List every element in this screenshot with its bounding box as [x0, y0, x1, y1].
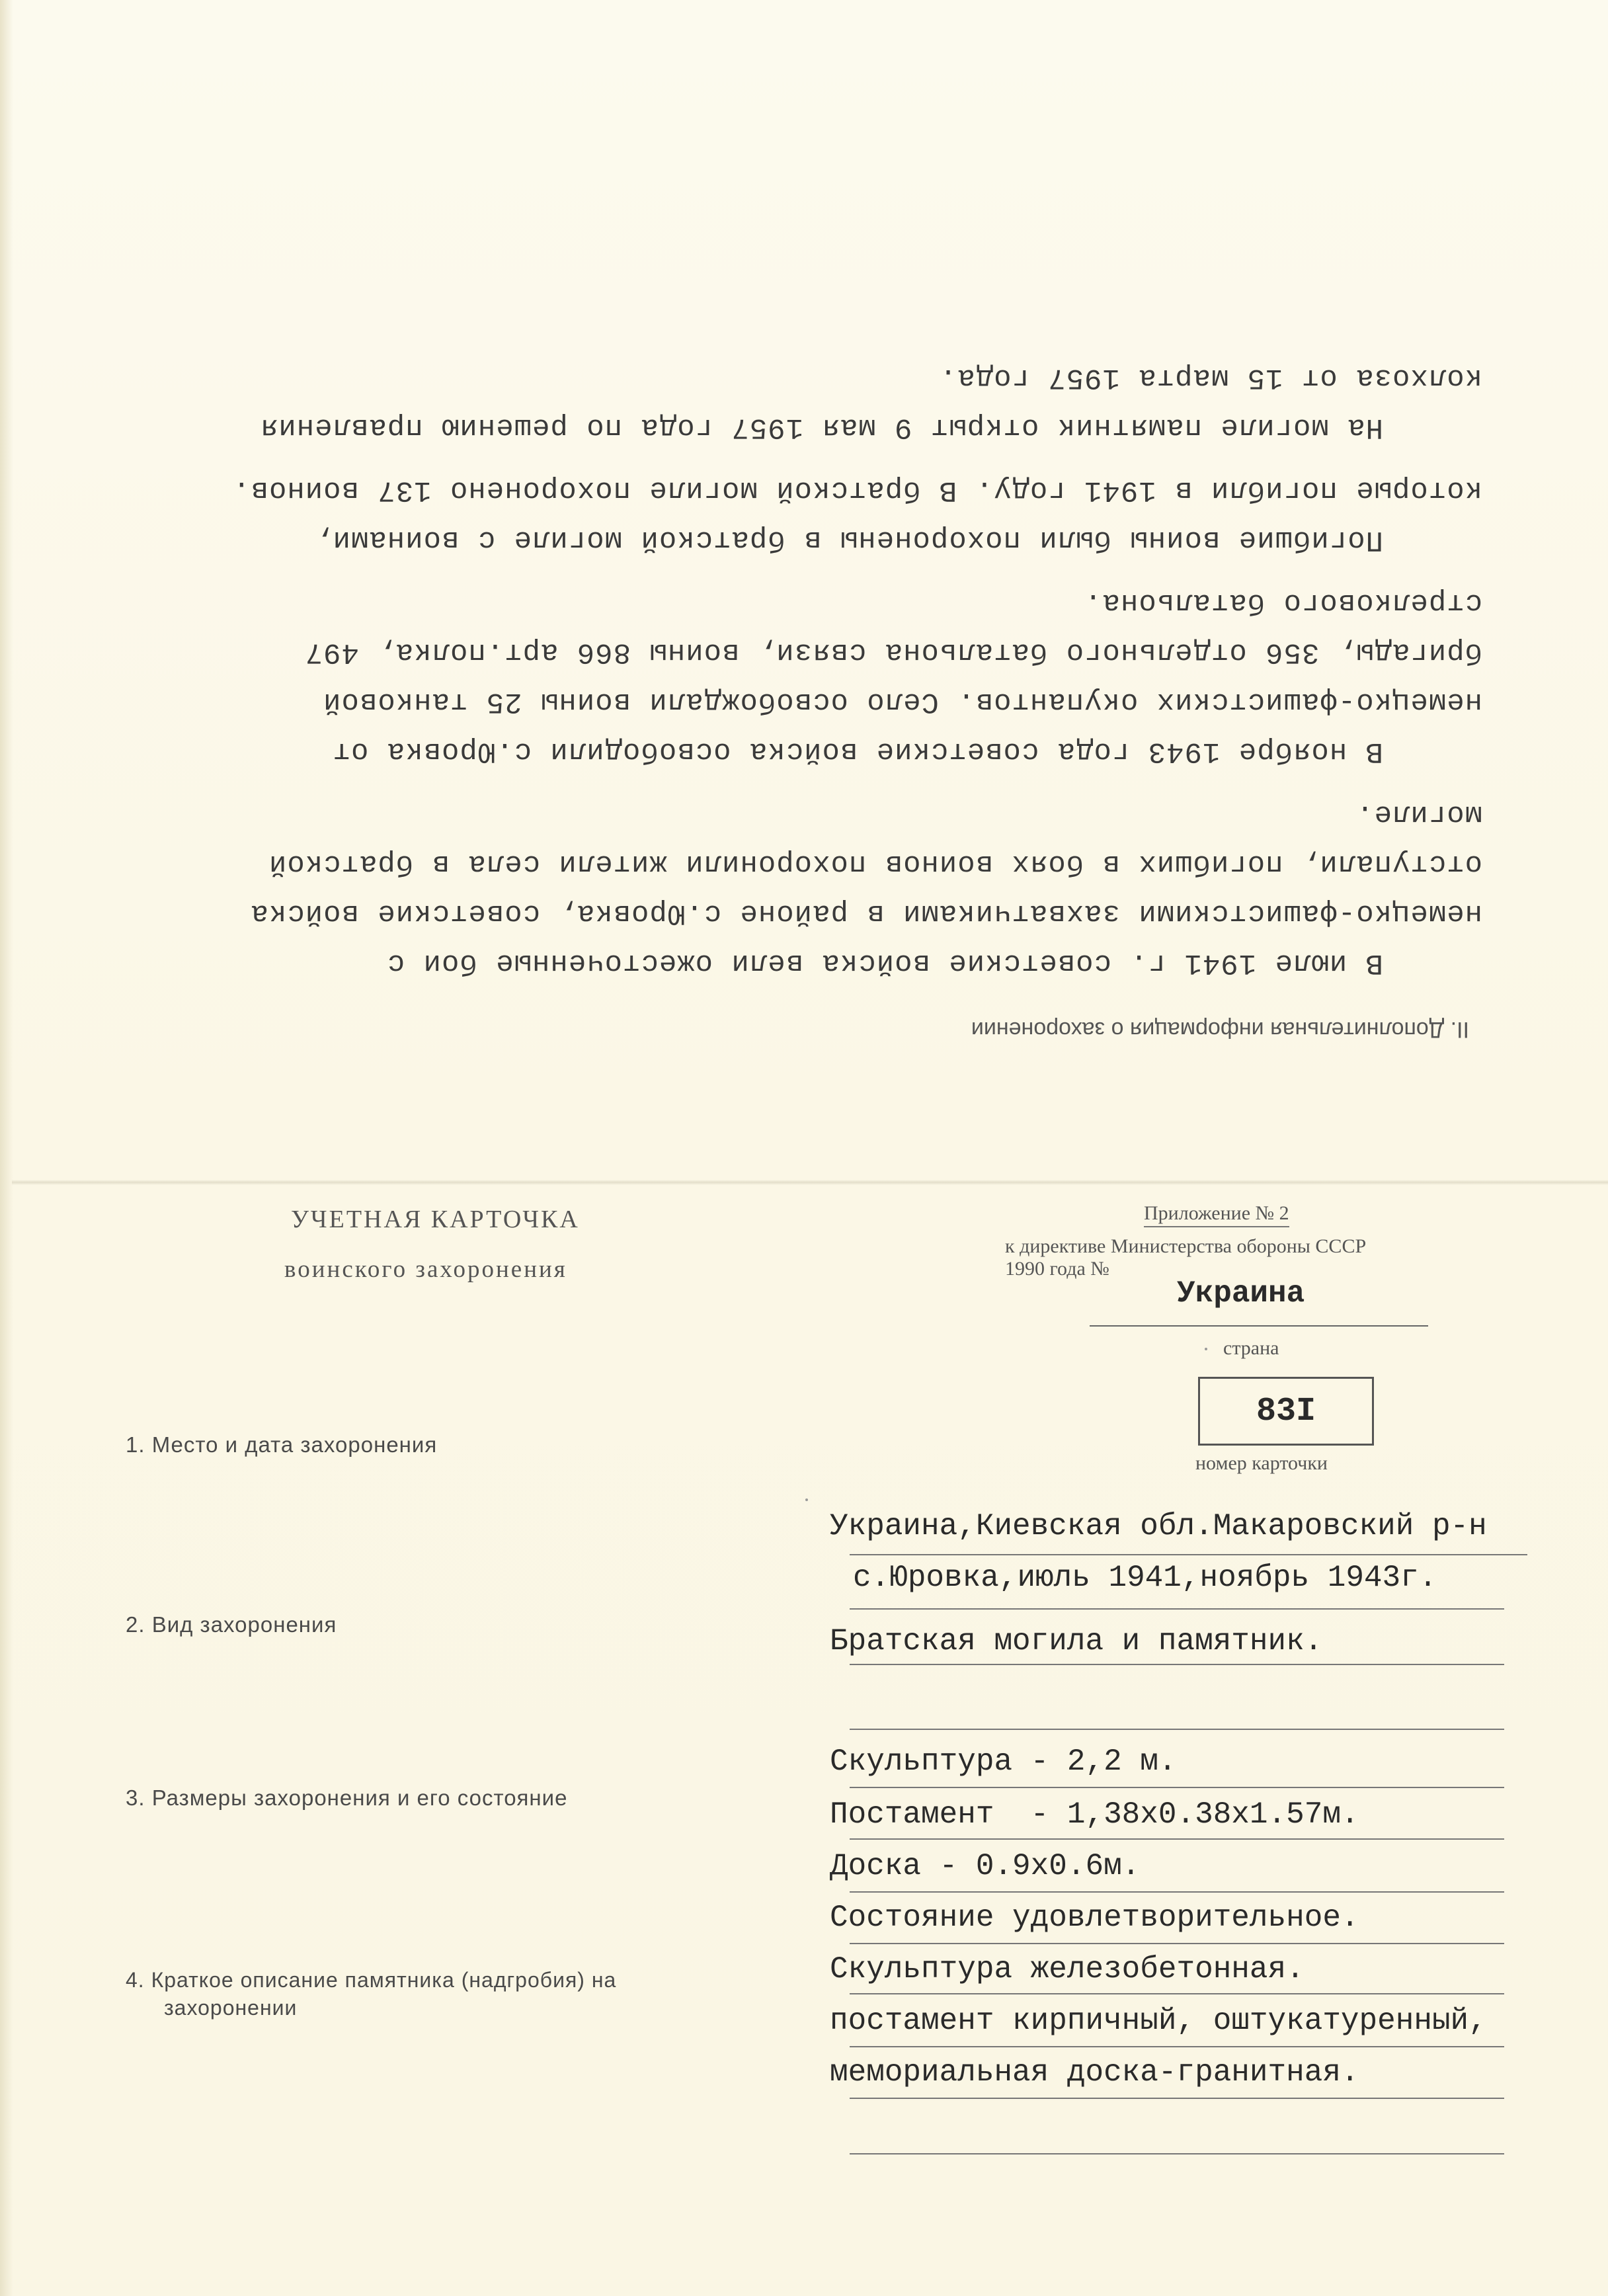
- text-line: колхоза от 15 марта 1957 года.: [938, 361, 1482, 394]
- desc-value-line-1: Скульптура железобетонная.: [830, 1952, 1305, 1987]
- text-line: отступали, погибших в боях воинов похоронили жители села в братской: [268, 847, 1482, 880]
- card-subtitle: воинского захоронения: [284, 1256, 567, 1283]
- text-line: На могиле памятник открыт 9 мая 1957 года по решению правления: [259, 411, 1383, 444]
- desc-value-line-2: постамент кирпичный, оштукатуренный,: [830, 2004, 1487, 2038]
- paragraph-4: [61, 352, 1482, 452]
- type-label: 2. Вид захоронения: [126, 1612, 337, 1637]
- additional-info-text: [61, 339, 1482, 1054]
- text-line: немецко-фашистских окупантов. Село освобождали воины 25 танковой: [323, 685, 1482, 718]
- paper-fold-line: [12, 1180, 1608, 1185]
- desc-value-line-3: мемориальная доска-гранитная.: [830, 2055, 1359, 2090]
- additional-info-title: II. Дополнительная информация о захоронении: [971, 1017, 1469, 1042]
- directive-line-1: к директиве Министерства обороны СССР: [1005, 1235, 1367, 1257]
- desc-label-line-1: 4. Краткое описание памятника (надгробия) на: [126, 1968, 617, 1992]
- size-underline-3: [850, 1891, 1504, 1893]
- size-underline-1: [850, 1787, 1504, 1788]
- card-number-caption: номер карточки: [1195, 1452, 1328, 1474]
- text-line: В июле 1941 г. советские войска вели ожесточенные бои с: [386, 946, 1383, 979]
- text-line: В ноябре 1943 года советские войска освободили с.Юровка от: [332, 735, 1383, 768]
- card-number: 83I: [1256, 1392, 1316, 1430]
- ink-dot: [805, 1498, 808, 1501]
- type-value-line-1: Братская могила и памятник.: [830, 1624, 1323, 1659]
- place-underline-1: [850, 1554, 1527, 1555]
- card-number-box: [1198, 1377, 1374, 1446]
- desc-underline-1: [850, 1993, 1504, 1994]
- size-value-line-3: Доска - 0.9x0.6м.: [830, 1849, 1141, 1883]
- text-line: которые погибли в 1941 году. В братской могиле похоронено 137 воинов.: [232, 473, 1482, 507]
- place-label: 1. Место и дата захоронения: [126, 1432, 438, 1457]
- text-line: немецко-фашистскими захватчиками в районе с.Юровка, советские войска: [250, 897, 1482, 930]
- place-underline-2: [850, 1608, 1504, 1610]
- size-value-line-2: Постамент - 1,38x0.38x1.57м.: [830, 1797, 1359, 1832]
- size-value-line-1: Скульптура - 2,2 м.: [830, 1744, 1177, 1779]
- desc-underline-2: [850, 2046, 1504, 2047]
- card-title: УЧЕТНАЯ КАРТОЧКА: [291, 1206, 580, 1233]
- country-caption: страна: [1223, 1337, 1279, 1359]
- text-line: могиле.: [1355, 798, 1482, 831]
- place-value-line-2: с.Юровка,июль 1941,ноябрь 1943г.: [853, 1561, 1437, 1595]
- paragraph-2: [61, 577, 1482, 776]
- place-value-line-1: Украина,Киевская обл.Макаровский р-н: [830, 1509, 1487, 1543]
- type-underline-1: [850, 1664, 1504, 1665]
- text-line: стрелкового батальона.: [1084, 586, 1482, 619]
- text-line: бригады, 356 отдельного батальона связи, воины 866 арт.полка, 497: [304, 636, 1482, 669]
- country-underline: [1090, 1325, 1428, 1327]
- size-value-line-4: Состояние удовлетворительное.: [830, 1901, 1359, 1935]
- desc-underline-4: [850, 2153, 1504, 2154]
- paragraph-3: [61, 465, 1482, 564]
- desc-underline-3: [850, 2098, 1504, 2099]
- size-underline-2: [850, 1838, 1504, 1840]
- paragraph-1: [61, 789, 1482, 987]
- desc-label-line-2: захоронении: [164, 1996, 298, 2020]
- country-value: Украина: [1177, 1276, 1305, 1311]
- type-underline-2: [850, 1729, 1504, 1730]
- appendix-label: Приложение № 2: [1144, 1202, 1289, 1227]
- size-label: 3. Размеры захоронения и его состояние: [126, 1785, 568, 1810]
- text-line: Погибшие воины были похоронены в братской могиле с воинами,: [314, 523, 1383, 556]
- size-underline-4: [850, 1943, 1504, 1944]
- directive-line-2: 1990 года №: [1005, 1258, 1109, 1280]
- ink-dot: [1205, 1348, 1207, 1350]
